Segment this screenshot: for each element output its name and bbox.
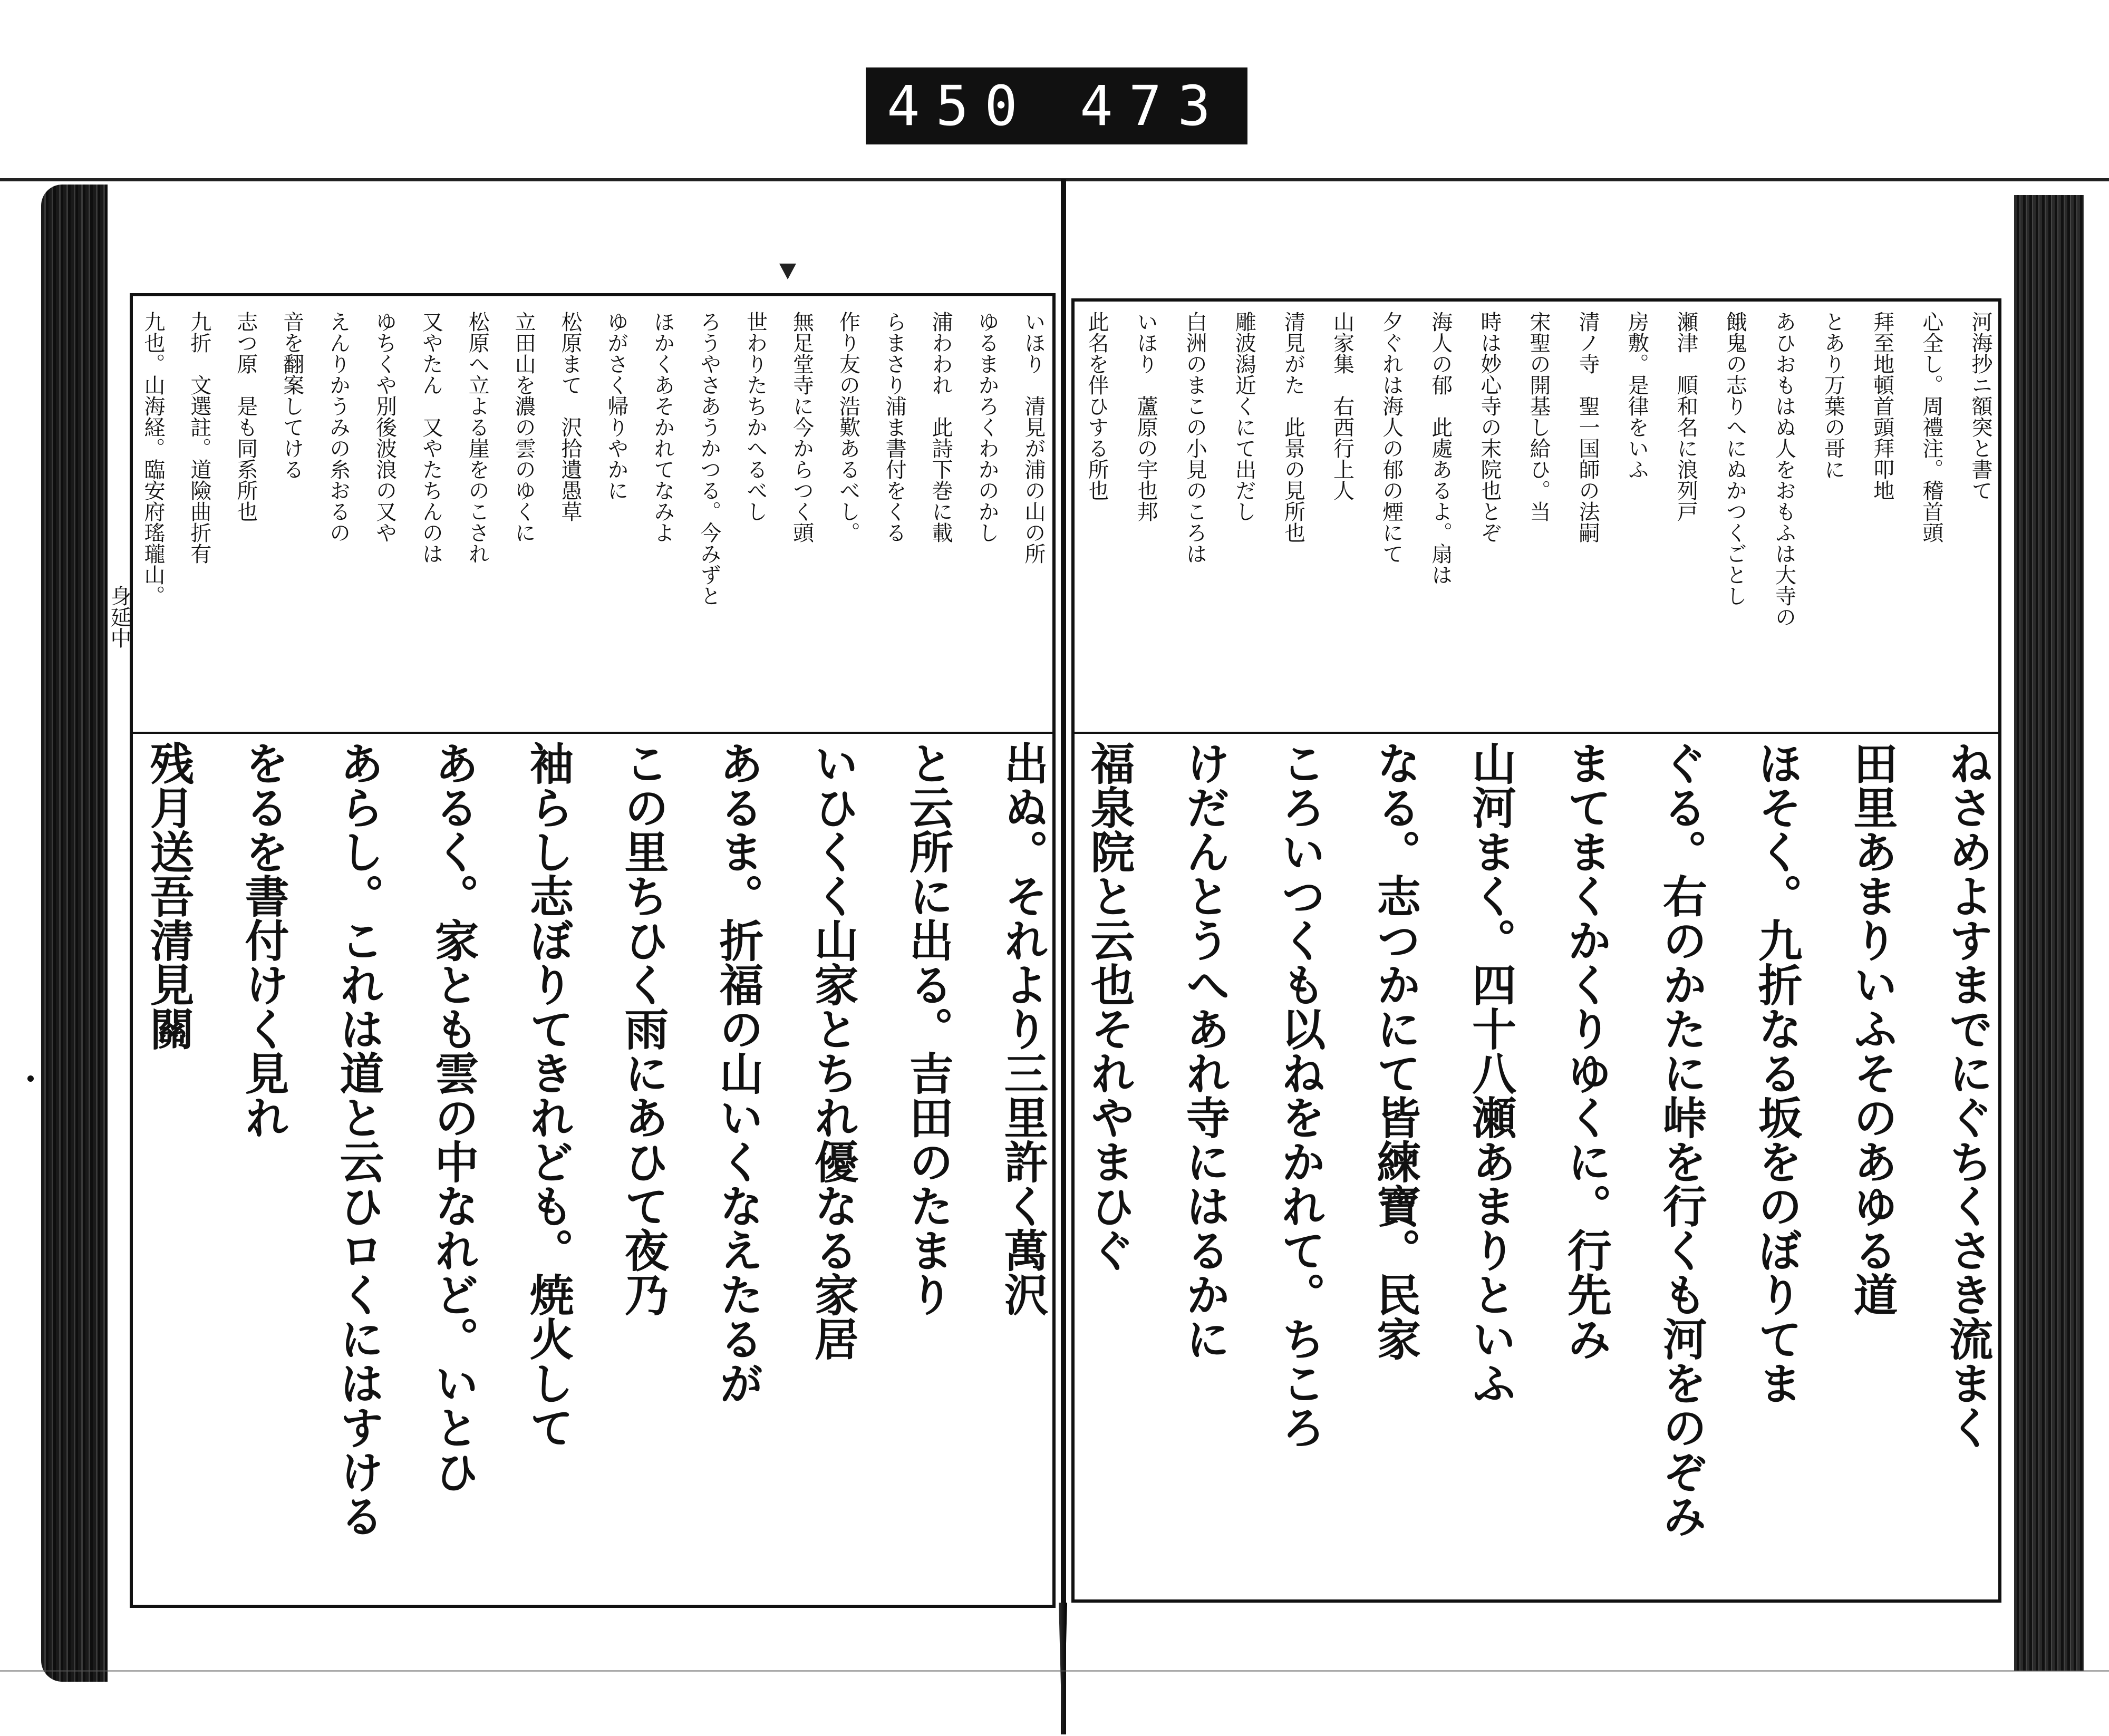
running-head: 身延中 — [107, 585, 131, 648]
page-number-label — [866, 67, 1247, 144]
note-column: ほかくあそかれてなみよ — [650, 311, 675, 543]
main-text-column: ぐる。右のかたに峠を行くも河をのぞみ — [1656, 741, 1708, 1538]
note-column: 九也。山海経。臨安府瑤瓏山。 — [141, 311, 165, 606]
ink-dot — [27, 1075, 34, 1082]
left-note-divider — [133, 732, 1052, 734]
note-column: 夕ぐれは海人の郁の煙にて — [1379, 311, 1404, 564]
main-text-column: ほそく。九折なる坂をのぼりてま — [1751, 741, 1804, 1405]
note-column: いほり 蘆原の宇也邦 — [1134, 311, 1158, 522]
note-column: 又やたん 又やたちんのは — [419, 311, 443, 564]
note-column: あひおもはぬ人をおもふは大寺の — [1772, 311, 1796, 627]
note-column: ゆるまかろくわかのかし — [975, 311, 1000, 543]
note-column: 宋聖の開基し給ひ。当 — [1526, 311, 1551, 522]
main-text-column: いひくく山家とちれ優なる家居 — [807, 741, 859, 1361]
main-text-column: なる。志つかにて皆練寶。民家 — [1369, 741, 1422, 1361]
main-text-column: けだんとうへあれ寺にはるかに — [1178, 741, 1231, 1361]
main-text-column: 福泉院と云也それやまひぐ — [1083, 741, 1136, 1272]
right-note-divider — [1075, 732, 1998, 734]
main-text-column: あるま。折福の山いくなえたるが — [712, 741, 765, 1405]
right-main-text — [1083, 741, 1994, 1592]
note-column: 此名を伴ひする所也 — [1085, 311, 1109, 501]
note-column: えんりかうみの糸おるの — [326, 311, 351, 543]
note-column: とあり万葉の哥に — [1821, 311, 1845, 480]
note-column: ゆちくや別後波浪の又や — [372, 311, 397, 543]
note-column: 雕波潟近くにて出だし — [1232, 311, 1256, 522]
left-page-number: 450 — [887, 74, 1033, 138]
note-column: 山家集 右西行上人 — [1330, 311, 1355, 501]
note-column: 九折 文選註。道險曲折有 — [187, 311, 211, 564]
main-text-column: この里ちひく雨にあひて夜乃 — [617, 741, 670, 1316]
note-column: 清見がた 此景の見所也 — [1281, 311, 1305, 543]
main-text-column: をるを書付けく見れ — [238, 741, 290, 1139]
note-column: 拜至地頓首頭拜叩地 — [1870, 311, 1894, 501]
note-column: 心全し。周禮注。稽首頭 — [1919, 311, 1943, 543]
note-column: いほり 清見が浦の山の所 — [1021, 311, 1046, 564]
note-column: 房敷。是律をいふ — [1624, 311, 1649, 480]
note-column: 清ノ寺 聖一国師の法嗣 — [1575, 311, 1600, 543]
main-text-column: ねさめよすまでにぐちくさき流まく — [1941, 741, 1994, 1449]
main-text-column: 山河まく。四十八瀬あまりといふ — [1465, 741, 1517, 1405]
note-column: 瀬津 順和名に浪列戸 — [1673, 311, 1698, 522]
note-column: ろうやさあうかつる。今みずと — [696, 311, 721, 606]
note-column: 志つ原 是も同系所也 — [233, 311, 258, 522]
note-column: ゆがさく帰りやかに — [604, 311, 628, 501]
note-column: 河海抄ニ額突と書て — [1968, 311, 1992, 501]
note-column: 作り友の浩歎あるべし。 — [836, 311, 860, 543]
main-text-column: 袖らし志ぼりてきれども。焼火して — [523, 741, 575, 1449]
left-main-text — [143, 741, 1049, 1592]
main-text-column: ころいつくも以ねをかれて。ちころ — [1274, 741, 1327, 1449]
left-book-edge — [41, 185, 108, 1682]
note-column: 松原まて 沢拾遺愚草 — [558, 311, 583, 522]
top-edge-line — [0, 178, 2109, 181]
note-column: 無足堂寺に今からつく頭 — [789, 311, 814, 543]
main-text-column: あるく。家とも雲の中なれど。いとひ — [428, 741, 480, 1493]
poem-heading: 残月送吾清見關 — [143, 741, 195, 1051]
left-notes — [142, 311, 1044, 728]
note-column: 立田山を濃の雲のゆくに — [511, 311, 536, 543]
note-column: 海人の郁 此處あるよ。扇は — [1428, 311, 1453, 585]
main-text-column: まてまくかくりゆくに。行先み — [1560, 741, 1613, 1361]
note-column: らまさり浦ま書付をくる — [882, 311, 907, 543]
main-text-column: 出ぬ。それより三里許く萬沢 — [997, 741, 1049, 1316]
note-column: 世わりたちかへるべし — [743, 311, 768, 522]
triangle-marker-icon — [779, 264, 796, 279]
main-text-column: 田里あまりいふそのあゆる道 — [1846, 741, 1899, 1316]
right-book-edge — [2014, 195, 2084, 1671]
bottom-edge-line — [0, 1670, 2109, 1672]
main-text-column: と云所に出る。吉田のたまり — [902, 741, 954, 1316]
main-text-column: あらし。これは道と云ひロくにはすける — [333, 741, 385, 1538]
book-gutter — [1061, 179, 1066, 1734]
note-column: 浦わわれ 此詩下巻に載 — [928, 311, 953, 543]
right-notes — [1086, 311, 1991, 728]
note-column: 白洲のまこの小見のころは — [1183, 311, 1207, 564]
note-column: 音を翻案してける — [279, 311, 304, 480]
note-column: 松原へ立よる崖をのこされ — [465, 311, 490, 564]
note-column: 時は妙心寺の末院也とぞ — [1477, 311, 1502, 543]
note-column: 餓鬼の志りへにぬかつくごとし — [1723, 311, 1747, 606]
right-page-number: 473 — [1080, 74, 1226, 138]
